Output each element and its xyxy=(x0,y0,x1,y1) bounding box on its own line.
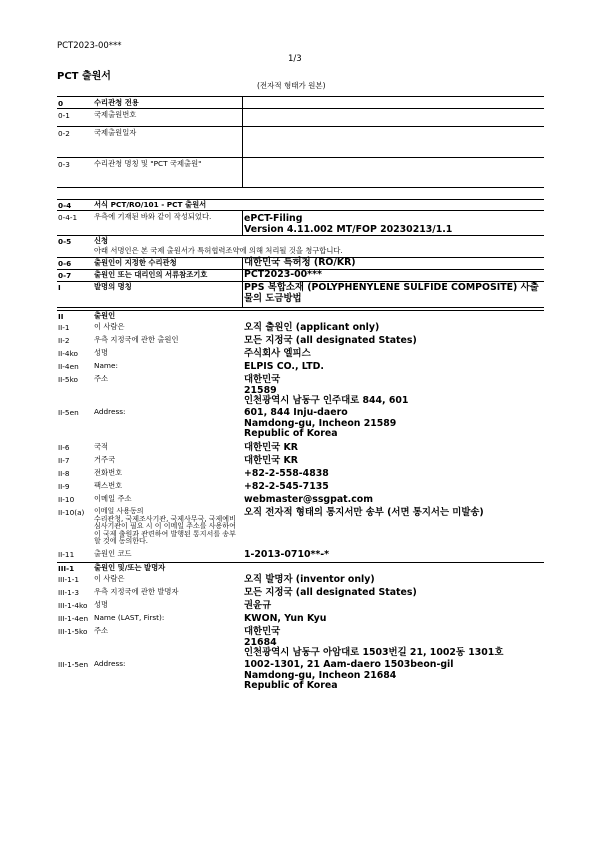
page-number: 1/3 xyxy=(288,54,302,64)
row-label: 서식 PCT/RO/101 - PCT 출원서 xyxy=(94,200,207,209)
column-divider xyxy=(242,281,243,307)
applicant-row: II-1 이 사람은 오직 출원인 (applicant only) xyxy=(58,322,380,333)
row-I xyxy=(57,281,544,308)
row-label: 신청 xyxy=(94,236,109,245)
column-divider xyxy=(242,257,243,269)
applicant-row: II-5en Address: 601, 844 Inju-daero Namdong-gu, Incheon 21589 Republic of Korea xyxy=(58,407,397,439)
applicant-row: II-4en Name: ELPIS CO., LTD. xyxy=(58,361,324,372)
inventor-row: III-1-3 우측 지정국에 관한 발명자 모든 지정국 (all designated States) xyxy=(58,587,417,598)
applicant-row: II-8 전화번호 +82-2-558-4838 xyxy=(58,468,329,479)
row-number: 0-6 xyxy=(58,259,72,268)
row-0-4-1 xyxy=(57,210,544,236)
row-label: 국제출원일자 xyxy=(94,128,137,137)
row-number: 0-2 xyxy=(58,129,70,138)
invention-title: PPS 복합소재 (POLYPHENYLENE SULFIDE COMPOSITE) 사출 물의 도금방법 xyxy=(244,282,539,304)
row-label: 발명의 명칭 xyxy=(94,282,132,291)
inventor-row: III-1-4en Name (LAST, First): KWON, Yun Kyu xyxy=(58,613,327,624)
row-number: I xyxy=(58,283,61,292)
receiving-office-value: 대한민국 특허청 (RO/KR) xyxy=(244,257,356,268)
inventor-row: III-1-5en Address: 1002-1301, 21 Aam-daero 1503beon-gil Namdong-gu, Incheon 21684 Republic of Korea xyxy=(58,659,454,691)
request-section xyxy=(57,199,544,307)
inventor-header xyxy=(57,564,544,574)
row-label: 수리관청 명칭 및 "PCT 국제출원" xyxy=(94,159,202,168)
request-statement: 아래 서명인은 본 국제 출원서가 특허협력조약에 의해 처리될 것을 청구합니다. xyxy=(94,246,343,255)
applicant-row: II-10 이메일 주소 webmaster@ssgpat.com xyxy=(58,494,373,505)
row-number: 0-4-1 xyxy=(58,213,78,222)
form-subtitle: (전자적 형태가 원본) xyxy=(257,81,326,90)
row-label: 출원인 xyxy=(94,311,116,320)
file-reference-value: PCT2023-00*** xyxy=(244,269,322,280)
applicant-row: II-9 팩스번호 +82-2-545-7135 xyxy=(58,481,329,492)
row-0-5 xyxy=(57,235,544,258)
document-id: PCT2023-00*** xyxy=(57,41,122,51)
row-number: 0-5 xyxy=(58,237,72,246)
inventor-row: III-1-5ko 주소 대한민국 21684 인천광역시 남동구 아암대로 1503번길 21, 1002동 1301호 xyxy=(58,626,504,658)
row-label: 국제출원번호 xyxy=(94,110,137,119)
receiving-office-section xyxy=(57,96,544,189)
row-label: 출원인 또는 대리인의 서류참조기호 xyxy=(94,270,208,279)
applicant-row: II-5ko 주소 대한민국 21589 인천광역시 남동구 인주대로 844, 601 xyxy=(58,374,409,406)
row-number: II xyxy=(58,312,64,321)
row-number: III-1 xyxy=(58,564,75,573)
row-label: 수리관청 전용 xyxy=(94,98,139,107)
row-number: 0 xyxy=(58,99,64,108)
applicant-row: II-10(a) 이메일 사용동의 수리관청, 국제조사기관, 국제사무국, 국제예비심사기관이 필요 시 이 이메일 주소를 사용하여 이 국제 출원과 관련하여 발행된 통지서를 송부할 것에 동의한다. 오직 전자적 형태의 통지서만 송부 (서면 통지서는 미발송) xyxy=(58,507,484,546)
applicant-section xyxy=(57,310,544,561)
row-0-3 xyxy=(57,157,544,188)
form-title: PCT 출원서 xyxy=(57,71,111,82)
applicant-row: II-2 우측 지정국에 관한 출원인 모든 지정국 (all designated States) xyxy=(58,335,417,346)
row-number: 0-3 xyxy=(58,160,70,169)
inventor-section xyxy=(57,562,544,698)
applicant-row: II-7 거주국 대한민국 KR xyxy=(58,455,298,466)
column-divider xyxy=(242,269,243,281)
row-number: 0-4 xyxy=(58,201,72,210)
inventor-row: III-1-1 이 사람은 오직 발명자 (inventor only) xyxy=(58,574,375,585)
row-0-2 xyxy=(57,126,544,158)
applicant-header xyxy=(57,312,544,322)
applicant-row: II-11 출원인 코드 1-2013-0710**-* xyxy=(58,549,330,560)
row-label: 우측에 기재된 바와 같이 작성되었다. xyxy=(94,212,212,221)
inventor-row: III-1-4ko 성명 권윤규 xyxy=(58,600,272,611)
row-label: 출원인 및/또는 발명자 xyxy=(94,563,166,572)
row-label: 출원인이 지정한 수리관청 xyxy=(94,258,177,267)
software-version: ePCT-Filing Version 4.11.002 MT/FOP 20230213/1.1 xyxy=(244,213,453,235)
row-number: 0-1 xyxy=(58,111,70,120)
row-number: 0-7 xyxy=(58,271,72,280)
applicant-row: II-6 국적 대한민국 KR xyxy=(58,442,298,453)
row-0-1 xyxy=(57,108,544,127)
column-divider xyxy=(242,210,243,235)
applicant-row: II-4ko 성명 주식회사 엘피스 xyxy=(58,348,311,359)
